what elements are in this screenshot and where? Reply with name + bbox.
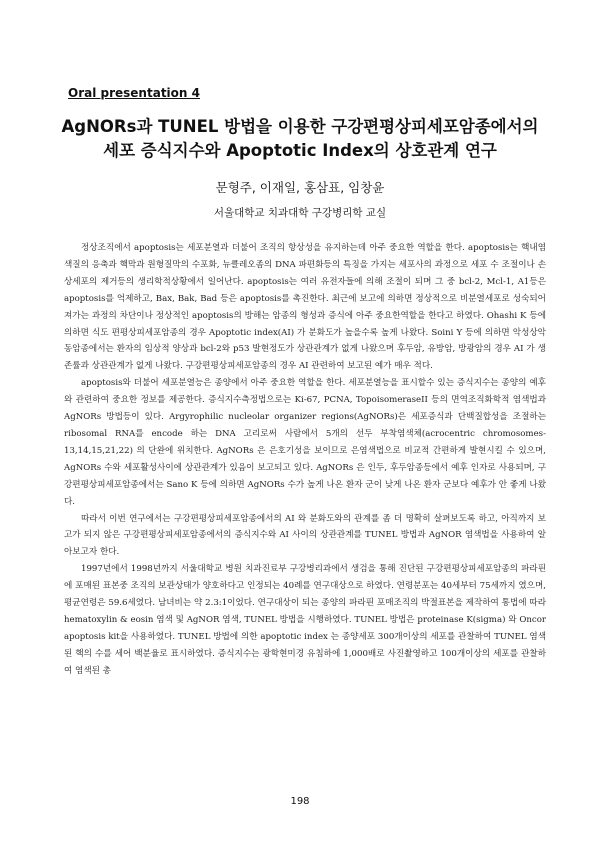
page-number: 198 [290, 796, 310, 807]
section-label: Oral presentation 4 [68, 86, 200, 100]
paragraph-2: apoptosis와 더불어 세포분열능은 종양에서 아주 중요한 역할을 한다. 세포분열능을 표시할수 있는 증식지수는 종양의 예후와 관련하여 중요한 정보를 제공한다. 증식지수측정법으로는 Ki-67, PCNA, TopoisomeraseII 등의 면역조직화학적 염색법과 AgNORs 방법등이 있다. Argyrophilic nucleolar organizer regions(AgNORs)은 세포증식과 단백질합성을 조절하는 ribosomal RNA를 encode 하는 DNA 고리로써 사람에서 5개의 선두 부착염색체(acrocentric chromosomes-13,14,15,21,22) 의 단완에 위치한다. AgNORs 은 은호기성을 보이므로 은염색법으로 비교적 간편하게 발현시킬 수 있으며, AgNORs 수와 세포활성사이에 상관관계가 있음이 보고되고 있다. AgNORs 은 인두, 후두암종등에서 예후 인자로 사용되며, 구강편평상피세포암종에서는 Sano K 등에 의하면 AgNORs 수가 높게 나온 환자 군이 낮게 나온 환자 군보다 예후가 안 좋게 나왔다. [64, 378, 546, 507]
affiliation: 서울대학교 치과대학 구강병리학 교실 [213, 207, 387, 219]
title-line-2: 세포 증식지수와 Apoptotic Index의 상호관계 연구 [103, 141, 497, 160]
paragraph-4: 1997년에서 1998년까지 서울대학교 병원 치과진료부 구강병리과에서 생검을 통해 진단된 구강편평상피세포암종의 파라핀에 포매된 표본중 조직의 보관상태가 양호하다고 인정되는 40례를 연구대상으로 하였다. 연령분포는 40세부터 75세까지 였으며, 평균연령은 59.6세였다. 남녀비는 약 2.3:1이었다. 연구대상이 되는 종양의 파라핀 포매조직의 박절표본을 제작하여 통법에 따라 hematoxylin & eosin 염색 및 AgNOR 염색, TUNEL 방법을 시행하였다. TUNEL 방법은 proteinase K(sigma) 와 Oncor apoptosis kit을 사용하였다. TUNEL 방법에 의한 apoptotic index 는 종양세포 300개이상의 세포를 관찰하여 TUNEL 염색된 핵의 수를 세어 백분율로 표시하였다. 증식지수는 광학현미경 유침하에 1,000배로 사진촬영하고 100개이상의 세포를 관찰하여 염색된 총 [64, 564, 546, 676]
authors: 문형주, 이재일, 홍삼표, 임창윤 [215, 180, 385, 195]
body-text [64, 240, 546, 680]
paragraph-3: 따라서 이번 연구에서는 구강편평상피세포암종에서의 AI 와 분화도와의 관계를 좀 더 명확히 살펴보도록 하고, 아직까지 보고가 되지 않은 구강편평상피세포암종에서의 증식지수와 AI 사이의 상관관계를 TUNEL 방법과 AgNOR 염색법을 사용하여 알아보고자 한다. [64, 513, 546, 558]
title-line-1: AgNORs과 TUNEL 방법을 이용한 구강편평상피세포암종에서의 [61, 117, 539, 136]
paragraph-1: 정상조직에서 apoptosis는 세포분열과 더불어 조직의 항상성을 유지하는데 아주 중요한 역할을 한다. apoptosis는 핵내염색질의 응축과 핵막과 원형질막의 수포화, 뉴클레오좀의 DNA 파편화등의 특징을 가지는 세포사의 과정으로 세포 수 조절이나 손상세포의 제거등의 생리학적상황에서 일어난다. apoptosis는 여러 유전자들에 의해 조절이 되며 그 중 bcl-2, Mcl-1, A1등은 apoptosis를 억제하고, Bax, Bak, Bad 등은 apoptosis를 촉진한다. 최근에 보고에 의하면 정상적으로 비분열세포로 성숙되어져가는 과정의 차단이나 정상적인 apoptosis의 방해는 암종의 형성과 증식에 아주 중요한역할을 한다고 하였다. Ohashi K 등에 의하면 식도 편평상피세포암종의 경우 Apoptotic index(AI) 가 분화도가 높을수록 높게 나왔다. Soini Y 등에 의하면 악성상악동암종에서는 환자의 임상적 양상과 bcl-2와 p53 발현정도가 상관관계가 없게 나왔으며 후두암, 유방암, 방광암의 경우 AI 가 생존률과 상관관계가 없게 나왔다. 구강편평상피세포암종의 경우 AI 관련하여 보고된 예가 매우 적다. [64, 243, 546, 372]
